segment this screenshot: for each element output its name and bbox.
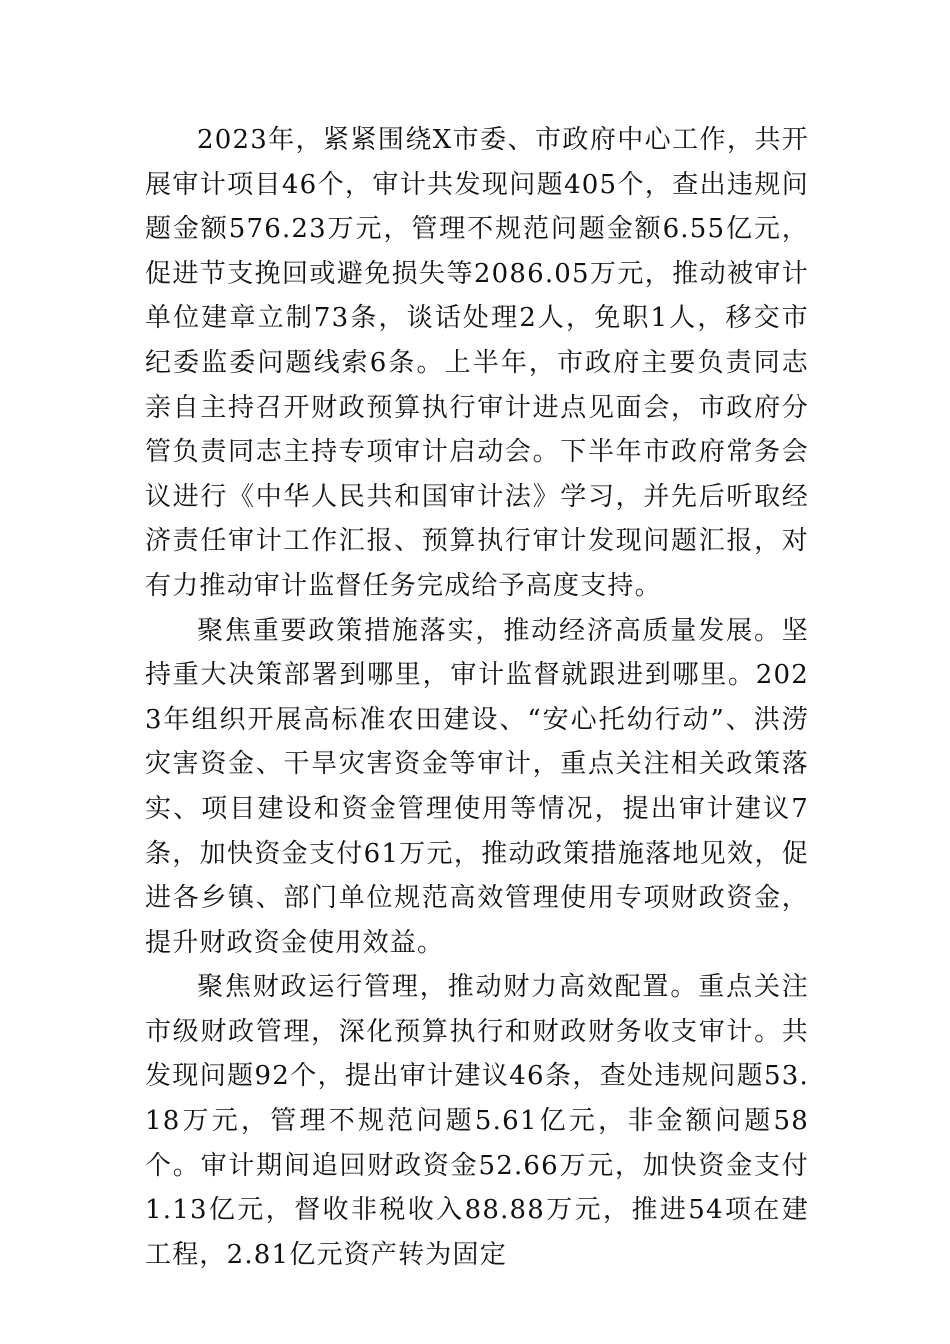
- document-body: [145, 118, 809, 1277]
- paragraph-audit-overview: 2023年，紧紧围绕X市委、市政府中心工作，共开展审计项目46个，审计共发现问题405个，查出违规问题金额576.23万元，管理不规范问题金额6.55亿元，促进节支挽回或避免损失等2086.05万元，推动被审计单位建章立制73条，谈话处理2人，免职1人，移交市纪委监委问题线索6条。上半年，市政府主要负责同志亲自主持召开财政预算执行审计进点见面会，市政府分管负责同志主持专项审计启动会。下半年市政府常务会议进行《中华人民共和国审计法》学习，并先后听取经济责任审计工作汇报、预算执行审计发现问题汇报，对有力推动审计监督任务完成给予高度支持。: [145, 125, 809, 601]
- paragraph-fiscal-management: 聚焦财政运行管理，推动财力高效配置。重点关注市级财政管理，深化预算执行和财政财务收支审计。共发现问题92个，提出审计建议46条，查处违规问题53.18万元，管理不规范问题5.61亿元，非金额问题58个。审计期间追回财政资金52.66万元，加快资金支付1.13亿元，督收非税收入88.88万元，推进54项在建工程，2.81亿元资产转为固定: [145, 972, 809, 1270]
- paragraph-policy-implementation: 聚焦重要政策措施落实，推动经济高质量发展。坚持重大决策部署到哪里，审计监督就跟进到哪里。2023年组织开展高标准农田建设、“安心托幼行动”、洪涝灾害资金、干旱灾害资金等审计，重点关注相关政策落实、项目建设和资金管理使用等情况，提出审计建议7条，加快资金支付61万元，推动政策措施落地见效，促进各乡镇、部门单位规范高效管理使用专项财政资金，提升财政资金使用效益。: [145, 615, 809, 958]
